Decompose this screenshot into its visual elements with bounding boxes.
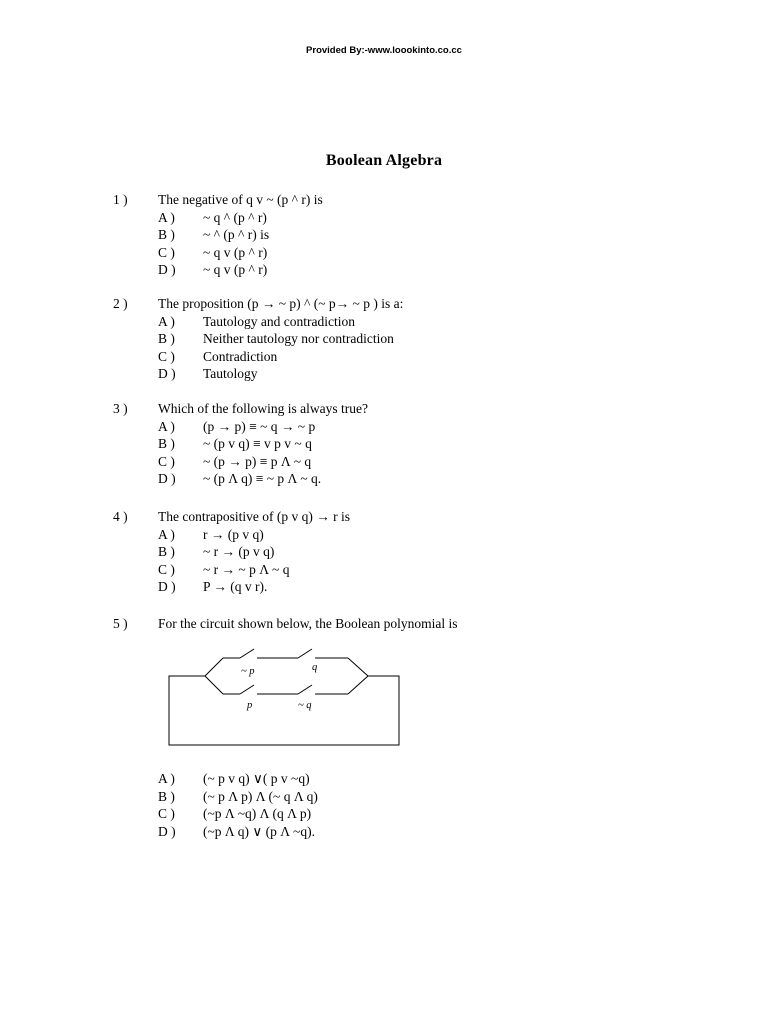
option-a: [0, 313, 768, 331]
switch-p: [240, 685, 254, 694]
question-number: 4 ): [113, 509, 128, 524]
option-a: [0, 526, 768, 544]
question-4: [0, 508, 768, 596]
provided-by-header: Provided By:-www.loookinto.co.cc: [306, 45, 462, 56]
option-label: B ): [158, 788, 175, 804]
question-number: 2 ): [113, 296, 128, 311]
option-text: P → (q v r).: [203, 579, 268, 594]
option-text: ~ r → ~ p Λ ~ q: [203, 561, 290, 577]
label-not-p: ~ p: [241, 666, 255, 677]
option-label: D ): [158, 366, 176, 381]
option-label: B ): [158, 544, 175, 559]
label-not-q: ~ q: [298, 700, 312, 711]
option-text: ~ ^ (p ^ r) is: [203, 227, 270, 242]
option-text: (~p Λ ~q) Λ (q Λ p): [203, 806, 312, 821]
option-text: ~ q v (p ^ r): [203, 244, 268, 260]
option-b: [0, 788, 768, 806]
option-label: C ): [158, 348, 175, 364]
circuit-wire: [205, 676, 223, 694]
option-d: [0, 578, 768, 596]
option-d: [0, 470, 768, 488]
circuit-wire: [205, 658, 223, 676]
question-text: The contrapositive of (p v q) → r is: [158, 509, 350, 524]
circuit-wire: [348, 676, 368, 694]
option-text: ~ (p Λ q) ≡ ~ p Λ ~ q.: [203, 471, 322, 486]
option-c: [0, 453, 768, 471]
circuit-wire-loop: [169, 676, 399, 745]
option-label: B ): [158, 436, 175, 451]
option-text: (~ p v q) ∨( p v ~q): [203, 771, 310, 786]
option-text: (~p Λ q) ∨ (p Λ ~q).: [203, 823, 315, 839]
option-text: ~ (p → p) ≡ p Λ ~ q: [203, 453, 312, 469]
option-label: B ): [158, 331, 175, 346]
option-text: ~ r → (p v q): [203, 544, 275, 559]
option-text: (p → p) ≡ ~ q → ~ p: [203, 418, 316, 434]
option-text: Neither tautology nor contradiction: [203, 331, 394, 346]
option-b: [0, 435, 768, 453]
switch-not-q: [298, 685, 312, 694]
option-label: C ): [158, 561, 175, 577]
option-label: A ): [158, 771, 175, 786]
question-text: For the circuit shown below, the Boolean polynomial is: [158, 616, 458, 631]
option-label: A ): [158, 209, 175, 225]
question-2: [0, 295, 768, 383]
option-c: [0, 561, 768, 579]
switch-not-p: [240, 649, 254, 658]
option-b: [0, 226, 768, 244]
page-title: Boolean Algebra: [325, 152, 443, 169]
option-label: A ): [158, 313, 175, 329]
circuit-svg: [150, 638, 410, 753]
option-d: [0, 261, 768, 279]
option-text: ~ q v (p ^ r): [203, 262, 268, 277]
option-label: D ): [158, 823, 176, 839]
option-label: C ): [158, 244, 175, 260]
question-number: 3 ): [113, 401, 128, 416]
circuit-wire: [348, 658, 368, 676]
option-text: ~ (p v q) ≡ v p v ~ q: [203, 436, 312, 451]
option-label: A ): [158, 526, 175, 542]
option-label: D ): [158, 579, 176, 594]
question-1: [0, 191, 768, 279]
option-d: [0, 823, 768, 841]
question-5: [0, 615, 768, 633]
question-5-options: [0, 770, 768, 840]
option-text: Contradiction: [203, 348, 278, 364]
option-label: B ): [158, 227, 175, 242]
option-d: [0, 365, 768, 383]
option-label: A ): [158, 418, 175, 434]
question-text: The negative of q v ~ (p ^ r) is: [158, 192, 323, 207]
question-number: 5 ): [113, 616, 128, 631]
circuit-diagram: [150, 638, 410, 753]
option-label: C ): [158, 453, 175, 469]
option-text: Tautology: [203, 366, 258, 381]
question-text: The proposition (p → ~ p) ^ (~ p→ ~ p ) is a:: [158, 296, 404, 311]
option-a: [0, 418, 768, 436]
option-text: (~ p Λ p) Λ (~ q Λ q): [203, 788, 318, 804]
option-text: r → (p v q): [203, 526, 264, 542]
label-q: q: [312, 662, 318, 673]
option-a: [0, 770, 768, 788]
label-p: p: [247, 700, 253, 711]
option-text: ~ q ^ (p ^ r): [203, 209, 267, 225]
option-label: D ): [158, 471, 176, 486]
option-b: [0, 543, 768, 561]
question-number: 1 ): [113, 192, 128, 207]
option-label: D ): [158, 262, 176, 277]
option-c: [0, 805, 768, 823]
option-a: [0, 209, 768, 227]
option-b: [0, 330, 768, 348]
option-c: [0, 244, 768, 262]
switch-q: [298, 649, 312, 658]
option-text: Tautology and contradiction: [203, 313, 356, 329]
question-3: [0, 400, 768, 488]
option-c: [0, 348, 768, 366]
question-text: Which of the following is always true?: [158, 401, 368, 416]
option-label: C ): [158, 806, 175, 821]
